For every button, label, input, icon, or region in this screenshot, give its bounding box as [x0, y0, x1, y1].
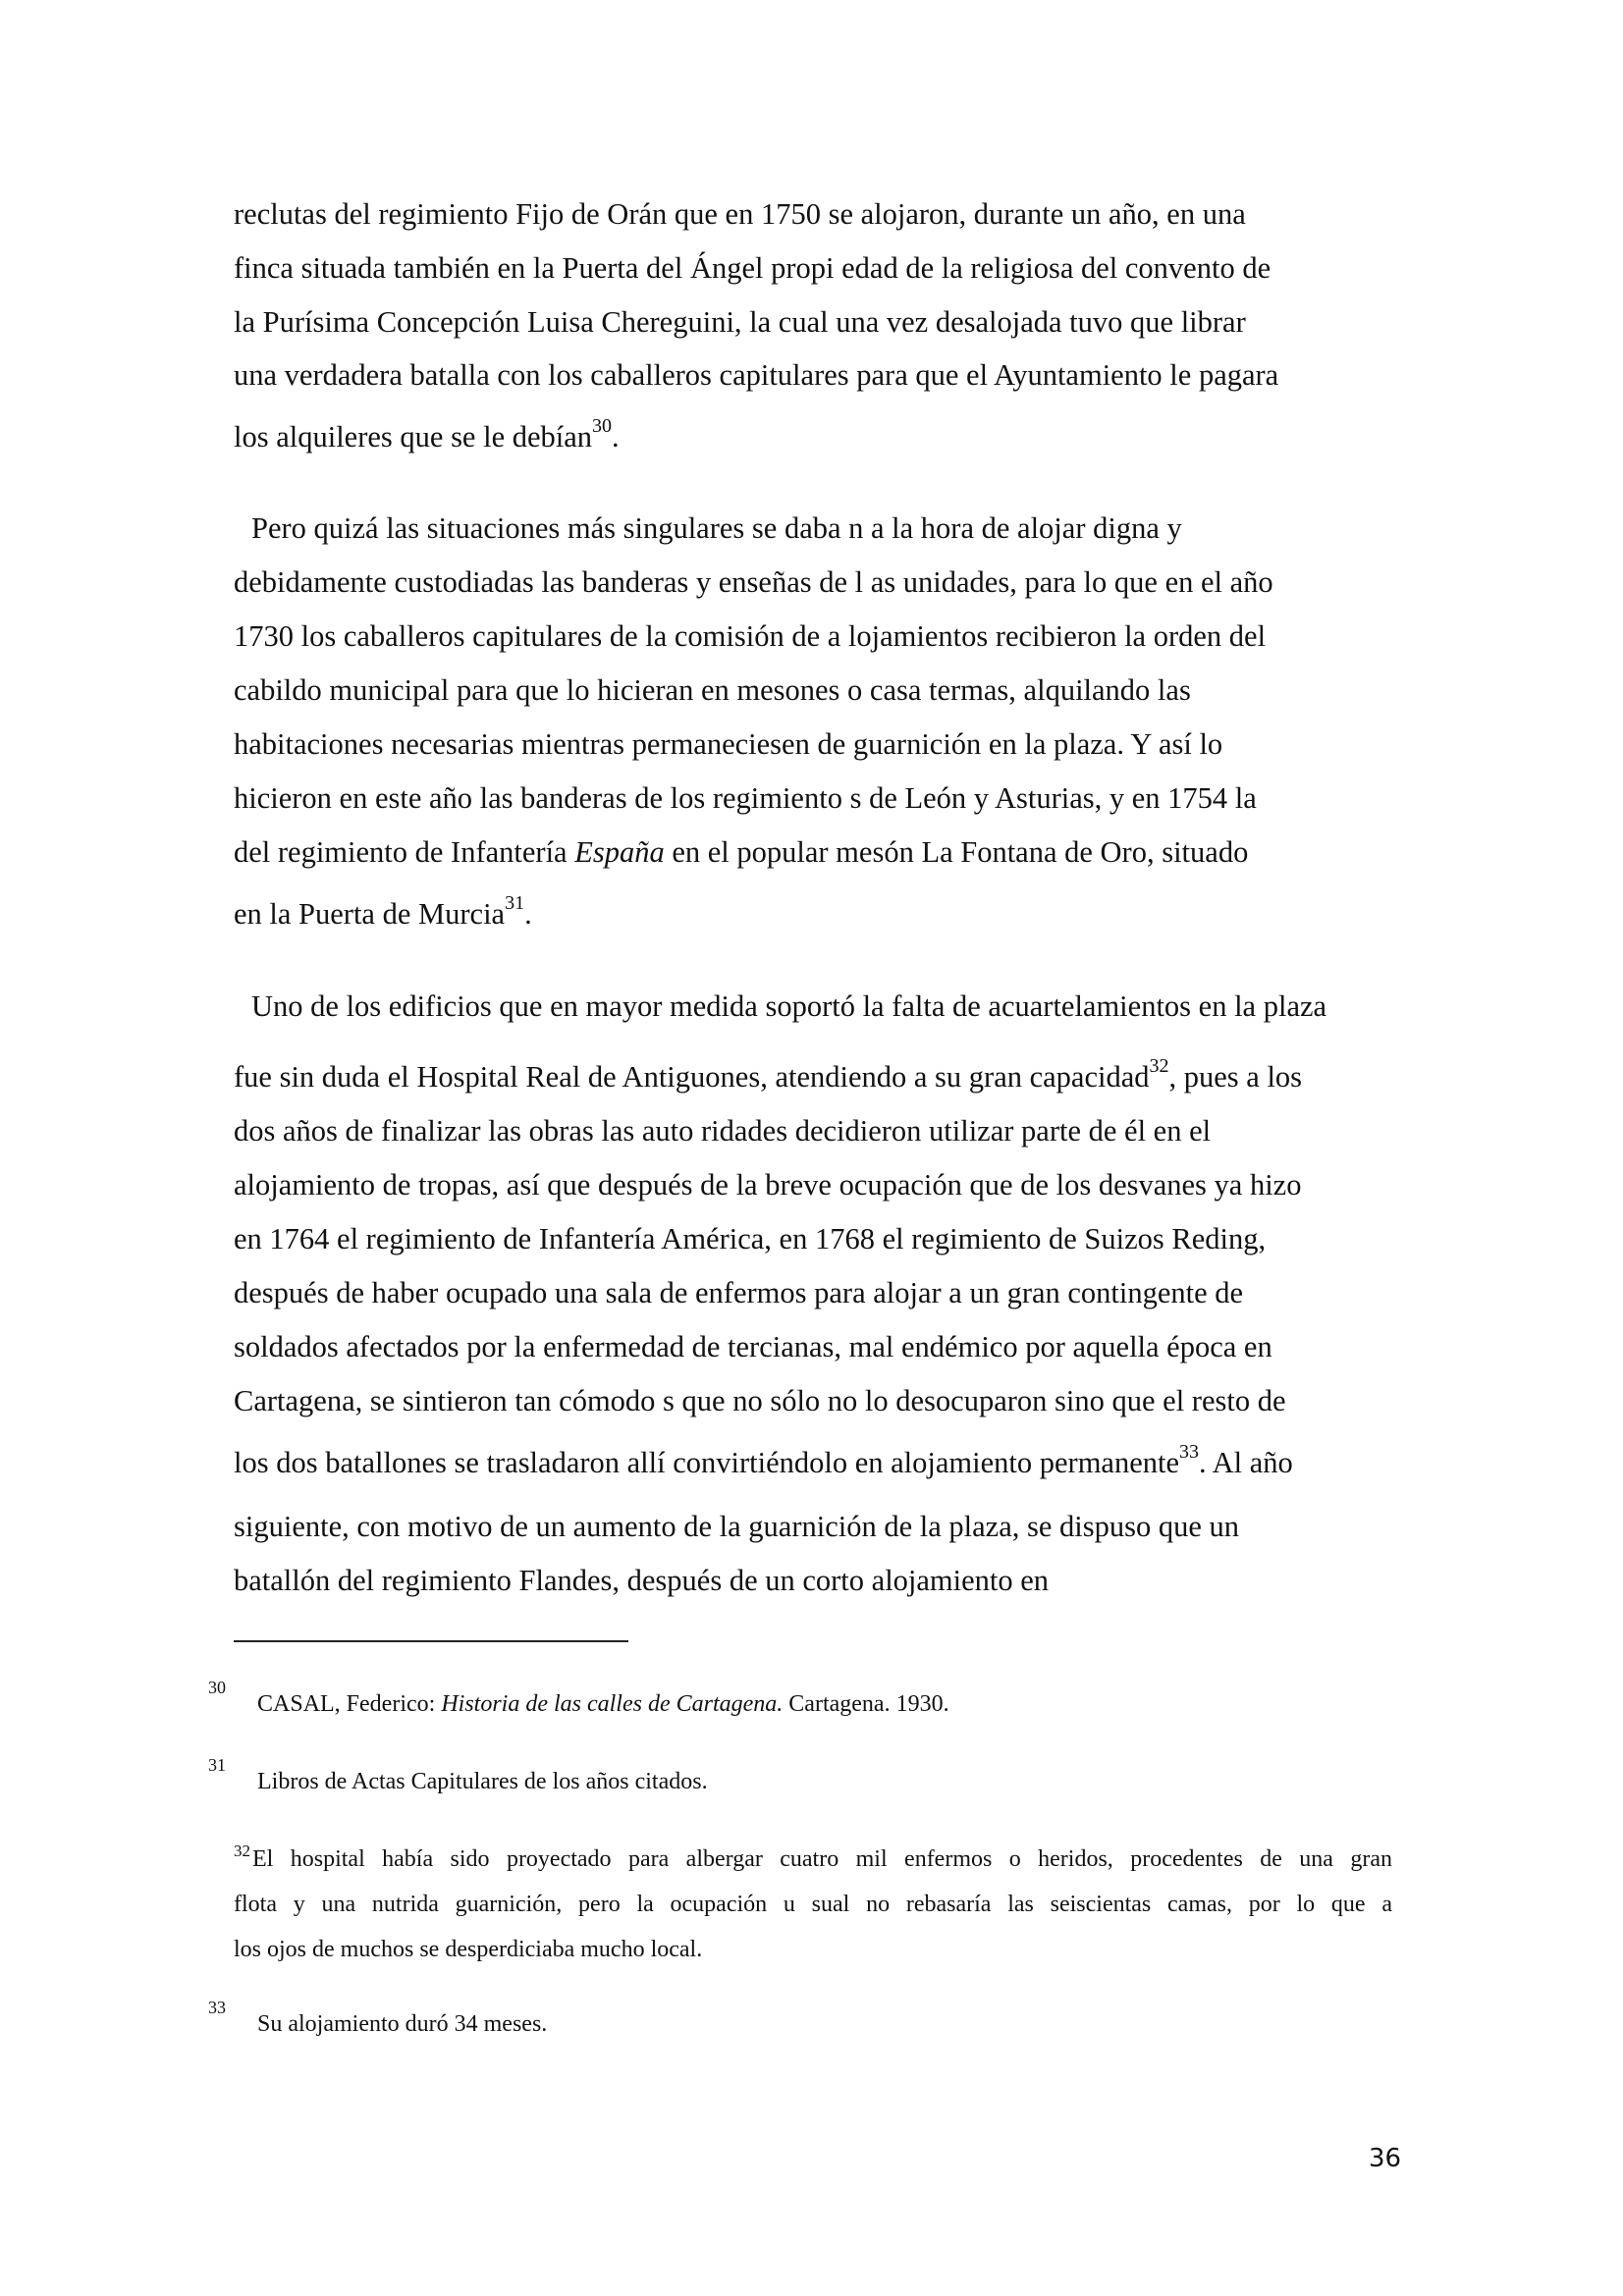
- body-line: habitaciones necesarias mientras permaneciesen de guarnición en la plaza. Y así lo: [234, 727, 1223, 761]
- footnote-text: El hospital había sido proyectado para albergar cuatro mil enfermos o heridos, procedentes de una gran: [252, 1846, 1392, 1872]
- footnote-separator: [234, 1640, 628, 1642]
- body-line: dos años de finalizar las obras las auto ridades decidieron utilizar parte de él en el: [234, 1114, 1212, 1148]
- footnote-number: 31: [208, 1755, 226, 1775]
- footnote-number: 33: [208, 1998, 226, 2017]
- body-line: hicieron en este año las banderas de los regimiento s de León y Asturias, y en 1754 la: [234, 781, 1257, 815]
- body-line: finca situada también en la Puerta del Ángel propi edad de la religiosa del convento de: [234, 251, 1271, 285]
- italic-title: España: [574, 835, 665, 869]
- footnote-text: CASAL, Federico:: [257, 1691, 442, 1717]
- body-text: los dos batallones se trasladaron allí convirtiéndolo en alojamiento permanente: [234, 1446, 1179, 1479]
- body-line: después de haber ocupado una sala de enfermos para alojar a un gran contingente de: [234, 1276, 1244, 1309]
- body-line: [234, 837, 1248, 868]
- body-line: batallón del regimiento Flandes, después de un corto alojamiento en: [234, 1564, 1050, 1597]
- body-line: una verdadera batalla con los caballeros capitulares para que el Ayuntamiento le pagara: [234, 358, 1279, 392]
- footnote-line: flota y una nutrida guarnición, pero la ocupación u sual no rebasaría las seiscientas camas, por lo que a: [234, 1892, 1392, 1917]
- body-text: los alquileres que se le debían: [234, 420, 593, 454]
- body-line: Uno de los edificios que en mayor medida soportó la falta de acuartelamientos en la plaza: [251, 989, 1327, 1023]
- page-number: 36: [1369, 2144, 1402, 2173]
- footnote-ref-31[interactable]: 31: [505, 892, 525, 914]
- footnote-line: [234, 1842, 1392, 1872]
- body-line: [234, 1055, 1303, 1094]
- footnote-ref-30[interactable]: 30: [592, 415, 613, 437]
- body-text: del regimiento de Infantería: [234, 835, 575, 869]
- footnote-number: 32: [234, 1842, 250, 1860]
- body-text: en la Puerta de Murcia: [234, 897, 506, 931]
- body-line: siguiente, con motivo de un aumento de la guarnición de la plaza, se dispuso que un: [234, 1510, 1240, 1543]
- body-text: fue sin duda el Hospital Real de Antiguones, atendiendo a su gran capacidad: [234, 1060, 1150, 1094]
- period: .: [612, 420, 620, 454]
- body-line: [234, 892, 532, 931]
- body-line: alojamiento de tropas, así que después de la breve ocupación que de los desvanes ya hizo: [234, 1168, 1302, 1201]
- body-line: debidamente custodiadas las banderas y enseñas de l as unidades, para lo que en el año: [234, 565, 1273, 599]
- footnote-ref-33[interactable]: 33: [1179, 1441, 1199, 1463]
- body-line: cabildo municipal para que lo hicieran en mesones o casa termas, alquilando las: [234, 673, 1191, 707]
- body-line: [234, 1441, 1293, 1479]
- footnote-text: Cartagena. 1930.: [783, 1691, 949, 1717]
- body-line: en 1764 el regimiento de Infantería América, en 1768 el regimiento de Suizos Reding,: [234, 1222, 1267, 1255]
- period: .: [524, 897, 532, 931]
- footnote-31: Libros de Actas Capitulares de los años citados.: [257, 1769, 708, 1794]
- footnote-32: [234, 1842, 1392, 1965]
- body-line: la Purísima Concepción Luisa Chereguini, la cual una vez desalojada tuvo que librar: [234, 305, 1246, 339]
- body-line: [234, 415, 620, 454]
- body-line: 1730 los caballeros capitulares de la comisión de a lojamientos recibieron la orden del: [234, 619, 1267, 653]
- body-text: . Al año: [1199, 1446, 1293, 1479]
- body-text: en el popular mesón La Fontana de Oro, situado: [664, 835, 1249, 869]
- body-line: reclutas del regimiento Fijo de Orán que en 1750 se alojaron, durante un año, en una: [234, 197, 1246, 231]
- footnote-line: los ojos de muchos se desperdiciaba mucho local.: [234, 1937, 703, 1962]
- footnote-33: Su alojamiento duró 34 meses.: [257, 2011, 548, 2037]
- footnote-italic-title: Historia de las calles de Cartagena.: [441, 1691, 784, 1717]
- body-text: , pues a los: [1168, 1060, 1303, 1094]
- footnote-ref-32[interactable]: 32: [1149, 1055, 1169, 1077]
- footnote-number: 30: [208, 1678, 226, 1697]
- body-line: soldados afectados por la enfermedad de tercianas, mal endémico por aquella época en: [234, 1330, 1272, 1363]
- body-line: Pero quizá las situaciones más singulares se daba n a la hora de alojar digna y: [251, 511, 1182, 545]
- body-line: Cartagena, se sintieron tan cómodo s que no sólo no lo desocuparon sino que el resto de: [234, 1384, 1286, 1417]
- footnote-30: [257, 1692, 949, 1716]
